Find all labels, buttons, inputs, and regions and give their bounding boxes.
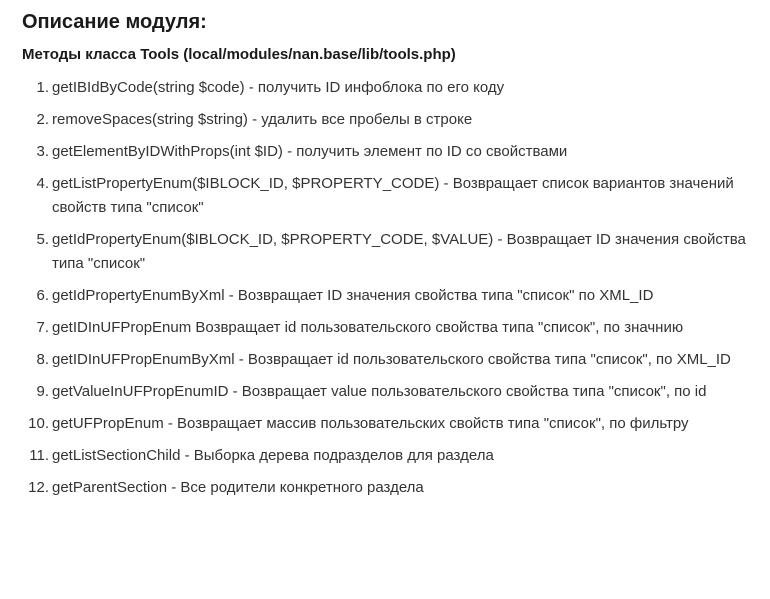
item-number: 4. <box>36 175 49 192</box>
item-text: getElementByIDWithProps(int $ID) - получить элемент по ID со свойствами <box>52 143 568 160</box>
item-text: getListSectionChild - Выборка дерева подразделов для раздела <box>52 447 494 464</box>
item-number: 11. <box>29 447 49 464</box>
item-text: getParentSection - Все родители конкретного раздела <box>52 479 424 496</box>
item-number: 5. <box>36 231 49 248</box>
list-item <box>22 140 762 164</box>
item-number: 1. <box>36 79 49 96</box>
list-item <box>22 316 762 340</box>
section-subtitle: Методы класса Tools (local/modules/nan.base/lib/tools.php) <box>22 46 456 63</box>
item-number: 3. <box>36 143 49 160</box>
item-text: removeSpaces(string $string) - удалить все пробелы в строке <box>52 111 473 128</box>
item-text: getIdPropertyEnum($IBLOCK_ID, $PROPERTY_CODE, $VALUE) - Возвращает ID значения свойства типа "список" <box>52 231 746 272</box>
list-item <box>22 284 762 308</box>
item-text: getIBIdByCode(string $code) - получить ID инфоблока по его коду <box>52 79 505 96</box>
list-item <box>22 172 762 220</box>
item-number: 8. <box>36 351 49 368</box>
list-item <box>22 228 762 276</box>
item-number: 7. <box>36 319 49 336</box>
item-text: getIdPropertyEnumByXml - Возвращает ID значения свойства типа "список" по XML_ID <box>52 287 654 304</box>
item-text: getUFPropEnum - Возвращает массив пользовательских свойств типа "список", по фильтру <box>52 415 689 432</box>
list-item <box>22 348 762 372</box>
item-text: getIDInUFPropEnumByXml - Возвращает id пользовательского свойства типа "список", по XML_ID <box>52 351 731 368</box>
list-item <box>22 476 762 500</box>
list-item <box>22 76 762 100</box>
item-number: 6. <box>36 287 49 304</box>
item-text: getIDInUFPropEnum Возвращает id пользовательского свойства типа "список", по значнию <box>52 319 684 336</box>
methods-list <box>22 76 762 500</box>
item-number: 12. <box>28 479 49 496</box>
list-item <box>22 108 762 132</box>
page-title: Описание модуля: <box>22 11 207 33</box>
item-number: 2. <box>36 111 49 128</box>
item-number: 10. <box>28 415 49 432</box>
item-text: getListPropertyEnum($IBLOCK_ID, $PROPERTY_CODE) - Возвращает список вариантов значений свойств типа "список" <box>52 175 734 216</box>
item-text: getValueInUFPropEnumID - Возвращает value пользовательского свойства типа "список", по id <box>52 383 707 400</box>
item-number: 9. <box>36 383 49 400</box>
list-item <box>22 412 762 436</box>
list-item <box>22 380 762 404</box>
list-item <box>22 444 762 468</box>
